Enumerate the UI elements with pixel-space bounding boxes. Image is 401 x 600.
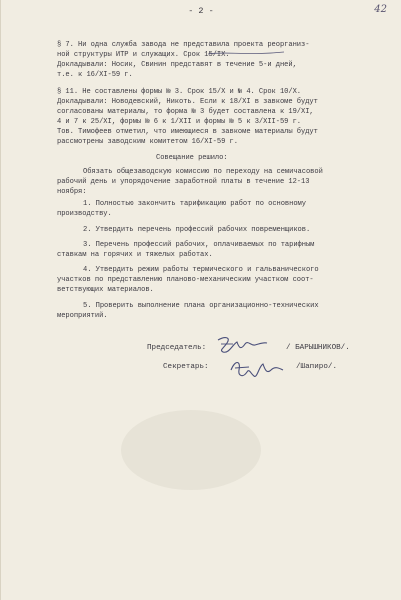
secretary-signature [227, 356, 287, 382]
paper-stain [121, 410, 261, 490]
text-line: Тов. Тимофеев отметил, что имеющиеся в завкоме материалы будут [57, 128, 318, 136]
text-line: участков по представлению планово-механическим участком соот- [57, 276, 314, 284]
text-line: ной структуры ИТР и служащих. Срок 15/IX. [57, 51, 230, 59]
text-line: § 7. Ни одна служба завода не представила проекта реорганиз- [57, 41, 310, 49]
decision-heading: Совещание решило: [156, 154, 228, 162]
text-line: § 11. Не составлены формы № 3. Срок 15/X и № 4. Срок 10/X. [57, 88, 302, 96]
text-line: рассмотрены заводским комитетом 16/XI-59 г. [57, 138, 238, 146]
chairman-label: Председатель: [147, 344, 207, 352]
text-line: Обязать общезаводскую комиссию по переходу на семичасовой [83, 168, 323, 176]
secretary-label: Секретарь: [163, 363, 209, 371]
chairman-name: / БАРЫШНИКОВ/. [286, 344, 350, 352]
text-line: Докладывали: Носик, Свинин представят в течение 5-и дней, [57, 61, 297, 69]
text-line: 5. Проверить выполнение плана организационно-технических [83, 302, 319, 310]
text-line: 3. Перечень профессий рабочих, оплачиваемых по тарифным [83, 241, 315, 249]
pen-correction-mark [206, 48, 286, 58]
text-line: 4. Утвердить режим работы термического и гальванического [83, 266, 319, 274]
text-line: рабочий день и упорядочение заработной платы в течение 12-13 [57, 178, 310, 186]
folio-mark: 42 [374, 4, 387, 15]
text-line: 1. Полностью закончить тарификацию работ по основному [83, 200, 306, 208]
text-line: 2. Утвердить перечень профессий рабочих повременщиков. [83, 226, 311, 234]
text-line: согласованы материалы, то форма № 3 будет составлена к 19/XI, [57, 108, 314, 116]
text-line: ноября: [57, 188, 87, 196]
text-line: производству. [57, 210, 112, 218]
text-line: Докладывали: Новодевский, Никоть. Если к 18/XI в завкоме будут [57, 98, 318, 106]
text-line: ветствующих материалов. [57, 286, 154, 294]
text-line: 4 и 7 к 25/XI, формы № 6 к 1/XII и формы № 5 к 3/XII-59 г. [57, 118, 302, 126]
text-line: т.е. к 16/XI-59 г. [57, 71, 133, 79]
page-number: - 2 - [188, 6, 214, 16]
text-line: мероприятий. [57, 312, 108, 320]
text-line: ставкам на горячих и тяжелых работах. [57, 251, 213, 259]
chairman-signature [215, 334, 271, 356]
secretary-name: /Шапиро/. [296, 363, 338, 371]
